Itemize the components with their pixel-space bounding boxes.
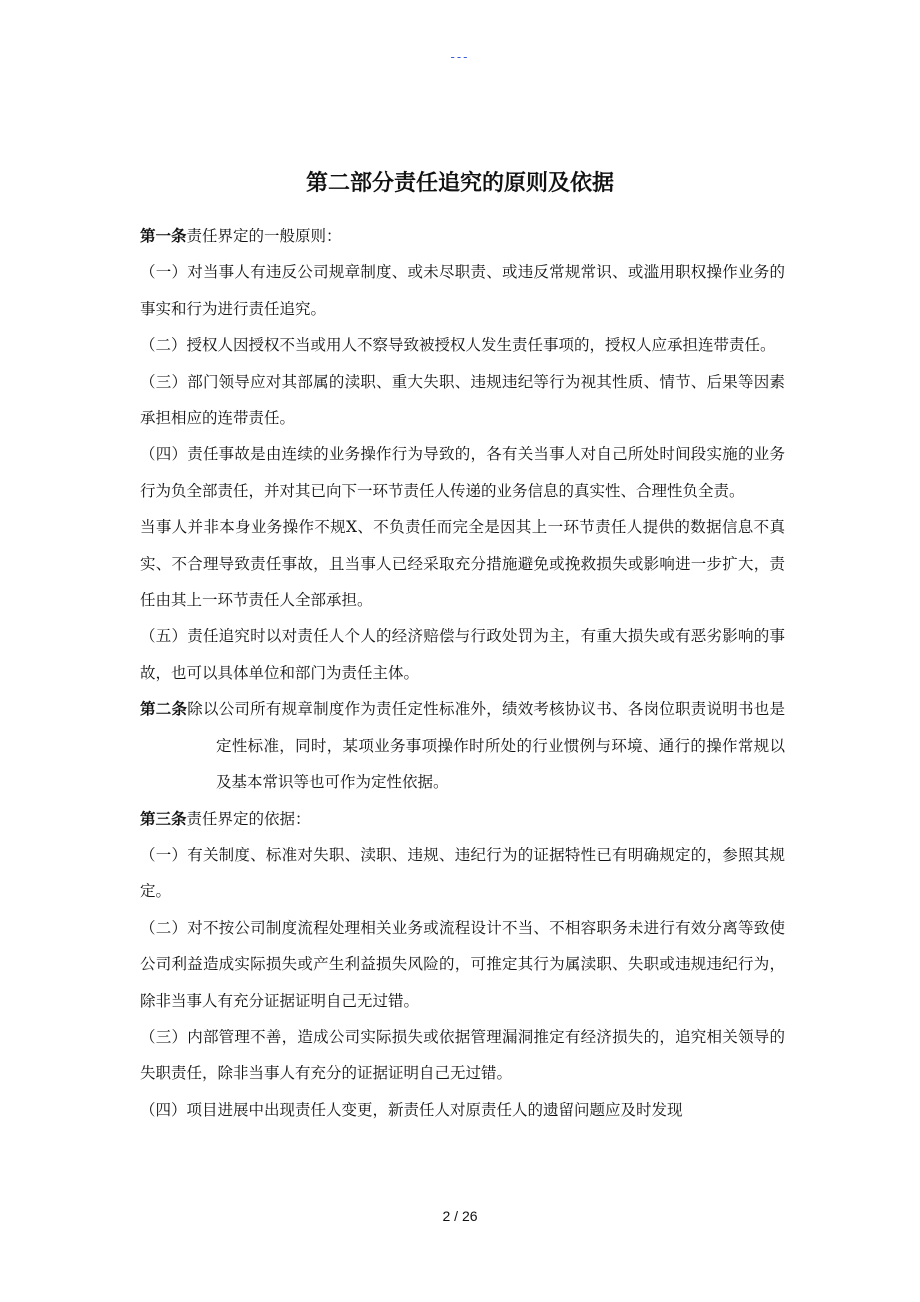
page-number: 2 / 26: [442, 1208, 478, 1224]
page-title: 第二部分责任追究的原则及依据: [305, 171, 614, 196]
header-mark: ---: [450, 50, 470, 64]
clause-1-5: （五）责任追究时以对责任人个人的经济赔偿与行政处罚为主，有重大损失或有恶劣影响的事故，也可以具体单位和部门为责任主体。: [140, 627, 785, 682]
article-label: 第三条: [140, 809, 187, 828]
clause-1-4-note: 当事人并非本身业务操作不规X、不负责任而完全是因其上一环节责任人提供的数据信息不真实、不合理导致责任事故，且当事人已经采取充分措施避免或挽救损失或影响进一步扩大，责任由其上一环节责任人全部承担。: [140, 518, 785, 610]
clause-3-4: （四）项目进展中出现责任人变更，新责任人对原责任人的遗留问题应及时发现: [140, 1100, 683, 1119]
clause-1-4: （四）责任事故是由连续的业务操作行为导致的，各有关当事人对自己所处时间段实施的业务行为负全部责任，并对其已向下一环节责任人传递的业务信息的真实性、合理性负全责。: [140, 445, 785, 500]
clause-3-2: （二）对不按公司制度流程处理相关业务或流程设计不当、不相容职务未进行有效分离等致使公司利益造成实际损失或产生利益损失风险的，可推定其行为属渎职、失职或违规违纪行为，除非当事人有充分证据证明自己无过错。: [140, 918, 785, 1010]
paragraph-text: 除以公司所有规章制度作为责任定性标准外，绩效考核协议书、各岗位职责说明书也是定性标准，同时，某项业务事项操作时所处的行业惯例与环境、通行的操作常规以及基本常识等也可作为定性依据。: [187, 700, 785, 792]
paragraph-text: 责任界定的依据：: [186, 809, 311, 828]
clause-1-3: （三）部门领导应对其部属的渎职、重大失职、违规违纪等行为视其性质、情节、后果等因素承担相应的连带责任。: [140, 372, 785, 428]
paragraph-text: 责任界定的一般原则：: [186, 227, 342, 245]
article-label: 第一条: [140, 227, 187, 245]
clause-1-1: （一）对当事人有违反公司规章制度、或未尽职责、或违反常规常识、或滥用职权操作业务的事实和行为进行责任追究。: [140, 263, 785, 318]
article-2: [140, 691, 785, 800]
clause-3-3: （三）内部管理不善，造成公司实际损失或依据管理漏洞推定有经济损失的，追究相关领导的失职责任，除非当事人有充分的证据证明自己无过错。: [140, 1027, 785, 1083]
article-3-heading: [140, 801, 785, 837]
clause-3-1: （一）有关制度、标准对失职、渎职、违规、违纪行为的证据特性已有明确规定的，参照其规定。: [140, 845, 785, 901]
clause-1-2: （二）授权人因授权不当或用人不察导致被授权人发生责任事项的，授权人应承担连带责任。: [140, 336, 776, 355]
article-1-heading: [140, 218, 785, 254]
article-label: 第二条: [140, 700, 188, 719]
document-body: [140, 218, 785, 1128]
